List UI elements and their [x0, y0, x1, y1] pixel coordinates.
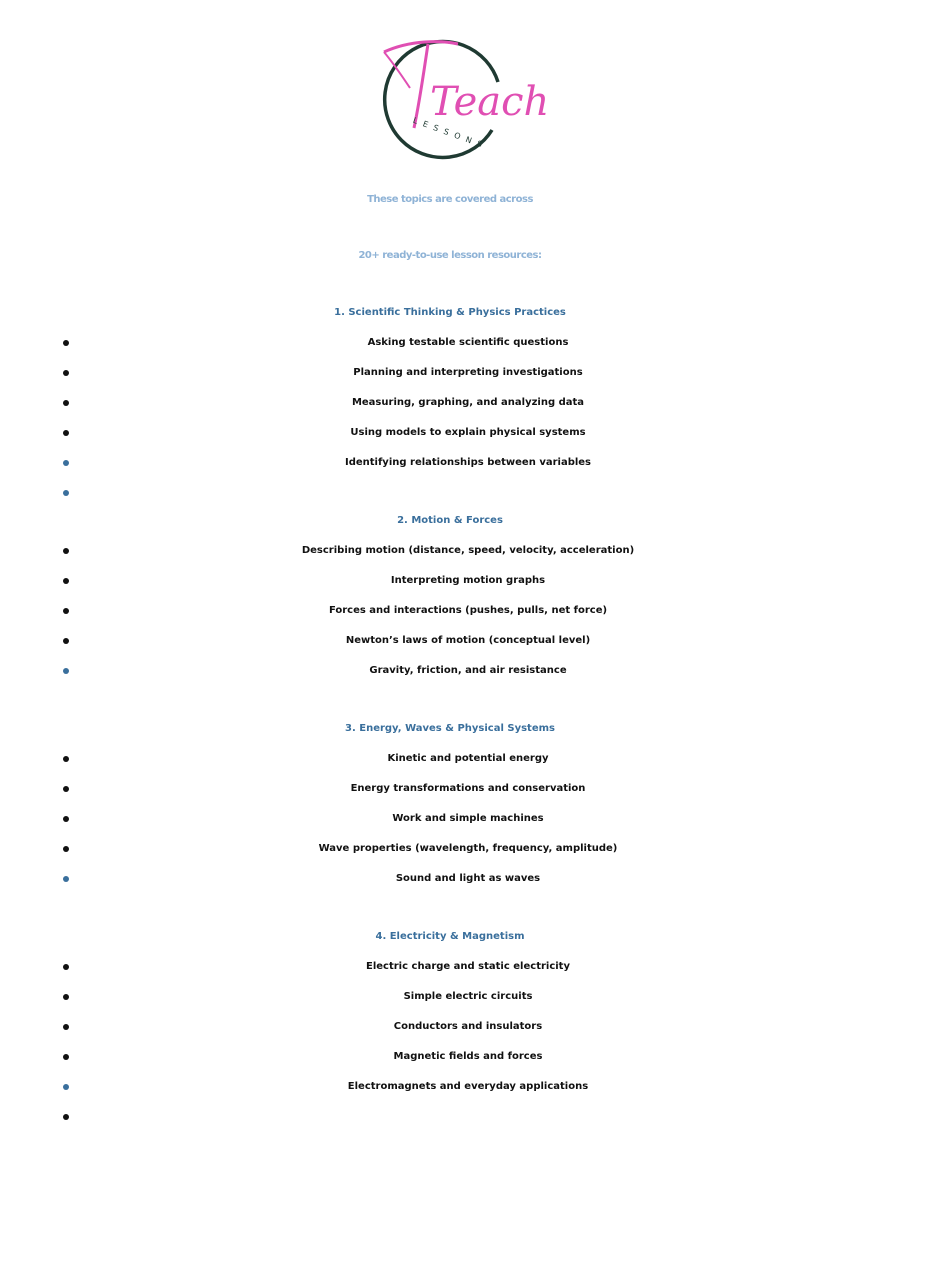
teach-lessons-logo: [380, 30, 550, 155]
section-3-title: 3. Energy, Waves & Physical Systems: [345, 723, 555, 734]
list-item: Wave properties (wavelength, frequency, amplitude): [0, 834, 900, 864]
list-item: Conductors and insulators: [0, 1012, 900, 1042]
list-item-empty: [0, 1102, 900, 1132]
bullet-icon: [63, 490, 69, 496]
list-item-empty: [0, 478, 900, 508]
list-item: Simple electric circuits: [0, 982, 900, 1012]
list-item: Newton’s laws of motion (conceptual level): [0, 626, 900, 656]
bullet-icon: [63, 1114, 69, 1120]
section-2-title: 2. Motion & Forces: [397, 515, 503, 526]
list-item: Using models to explain physical systems: [0, 418, 900, 448]
list-item: Identifying relationships between variables: [0, 448, 900, 478]
list-item: Forces and interactions (pushes, pulls, net force): [0, 596, 900, 626]
headline-line-1: These topics are covered across: [367, 194, 533, 205]
section-4-title: 4. Electricity & Magnetism: [375, 931, 525, 942]
list-item: Magnetic fields and forces: [0, 1042, 900, 1072]
list-item: Energy transformations and conservation: [0, 774, 900, 804]
section-1-title: 1. Scientific Thinking & Physics Practices: [334, 307, 566, 318]
list-item: Measuring, graphing, and analyzing data: [0, 388, 900, 418]
list-item: Sound and light as waves: [0, 864, 900, 894]
list-item: Electromagnets and everyday applications: [0, 1072, 900, 1102]
logo-wordmark: Teach: [430, 79, 550, 125]
list-item: Gravity, friction, and air resistance: [0, 656, 900, 686]
list-item: Electric charge and static electricity: [0, 952, 900, 982]
logo-subword: LESSONS: [411, 115, 490, 152]
headline-line-2: 20+ ready-to-use lesson resources:: [358, 250, 542, 261]
list-item: Kinetic and potential energy: [0, 744, 900, 774]
list-item: Interpreting motion graphs: [0, 566, 900, 596]
list-item: Describing motion (distance, speed, velocity, acceleration): [0, 536, 900, 566]
list-item: Planning and interpreting investigations: [0, 358, 900, 388]
list-item: Work and simple machines: [0, 804, 900, 834]
list-item: Asking testable scientific questions: [0, 328, 900, 358]
